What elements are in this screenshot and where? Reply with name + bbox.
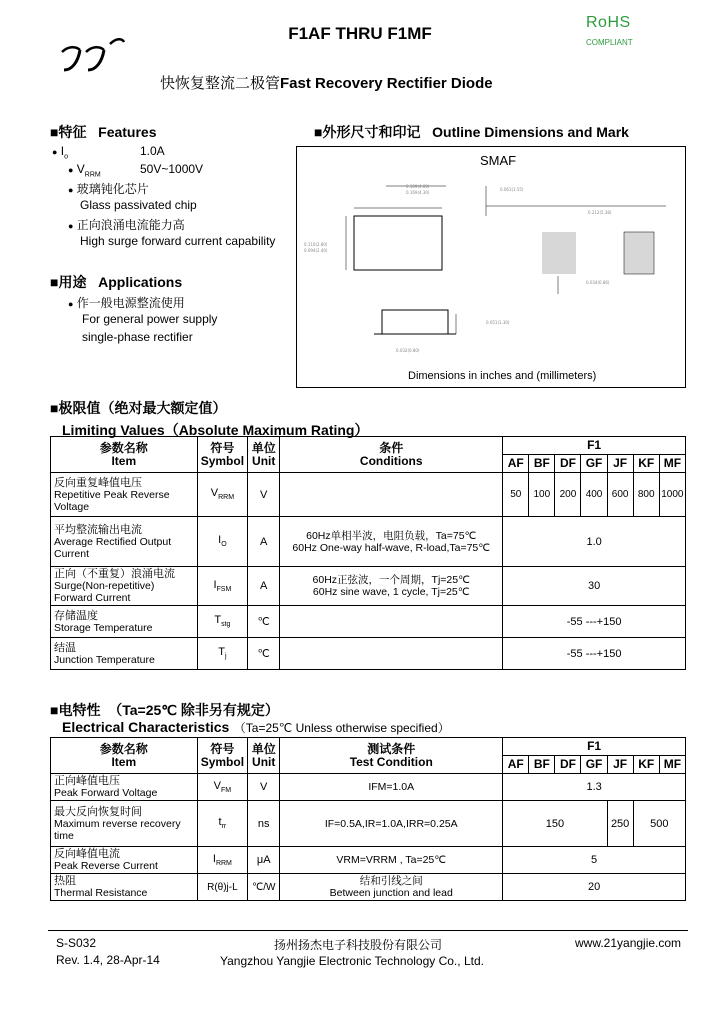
table-row — [51, 774, 686, 801]
rth-value: 20 — [503, 874, 686, 901]
rohs-compliant: COMPLIANT — [586, 38, 633, 47]
ifsm-conditions: 60Hz正弦波，一个周期，Tj=25℃ 60Hz sine wave, 1 cycle, Tj=25℃ — [280, 567, 503, 606]
col-kf: KF — [633, 756, 659, 774]
document-code: S-S032 — [56, 936, 97, 950]
tstg-symbol: $T_{stg}$ — [197, 606, 248, 638]
tstg-unit: ℃ — [248, 606, 280, 638]
feature-vrrm-value: 50V~1000V — [140, 162, 204, 176]
svg-text:0.212(5.38): 0.212(5.38) — [588, 210, 612, 215]
rth-item: 热阻 Thermal Resistance — [51, 874, 198, 901]
electrical-heading-en: Electrical Characteristics （Ta=25℃ Unless otherwise specified） — [62, 719, 450, 735]
limiting-heading-cn: ■极限值（绝对最大额定值） — [50, 400, 227, 416]
io-unit: A — [248, 517, 280, 567]
feature-surge-cn: ● 正向浪涌电流能力高 — [68, 218, 185, 232]
document-title: F1AF THRU F1MF — [288, 24, 432, 43]
limiting-values-table — [50, 436, 686, 670]
feature-glass-cn: ● 玻璃钝化芯片 — [68, 182, 149, 196]
io-item: 平均整流输出电流 Average Rectified Output Current — [51, 517, 198, 567]
col-mf: MF — [659, 455, 685, 473]
svg-text:0.032(0.80): 0.032(0.80) — [396, 348, 420, 353]
footer-divider — [48, 930, 688, 931]
vrrm-af: 50 — [503, 473, 529, 517]
tstg-item: 存储温度 Storage Temperature — [51, 606, 198, 638]
vrrm-item: 反向重复峰值电压 Repetitive Peak Reverse Voltage — [51, 473, 198, 517]
tj-item: 结温 Junction Temperature — [51, 638, 198, 670]
trr-jf: 250 — [607, 801, 633, 847]
package-name: SMAF — [480, 153, 517, 168]
table-row — [51, 874, 686, 901]
application-en-2: single-phase rectifier — [82, 330, 193, 344]
trr-kf-mf: 500 — [633, 801, 685, 847]
tstg-conditions — [280, 606, 503, 638]
table-row — [51, 801, 686, 847]
col-gf: GF — [581, 756, 607, 774]
col-unit: 单位 Unit — [248, 738, 280, 774]
vfm-value: 1.3 — [503, 774, 686, 801]
package-outline-drawing — [296, 146, 686, 388]
vrrm-unit: V — [248, 473, 280, 517]
rohs-mark: RoHS — [586, 14, 631, 31]
vfm-symbol: $V_{FM}$ — [197, 774, 248, 801]
col-group-f1: F1 — [503, 738, 686, 756]
feature-glass-en: Glass passivated chip — [80, 198, 197, 212]
ifsm-item: 正向（不重复）浪涌电流 Surge(Non-repetitive) Forward Current — [51, 567, 198, 606]
company-name-cn: 扬州扬杰电子科技股份有限公司 — [274, 938, 443, 952]
ifsm-value: 30 — [503, 567, 686, 606]
table-row — [51, 638, 686, 670]
company-website[interactable]: www.21yangjie.com — [575, 936, 682, 950]
table-row — [51, 606, 686, 638]
table-row — [51, 847, 686, 874]
revision-info: Rev. 1.4, 28-Apr-14 — [56, 953, 160, 967]
vrrm-bf: 100 — [529, 473, 555, 517]
vrrm-jf: 600 — [607, 473, 633, 517]
col-test-condition: 测试条件 Test Condition — [280, 738, 503, 774]
rth-unit: ℃/W — [248, 874, 280, 901]
document-subtitle: 快恢复整流二极管Fast Recovery Rectifier Diode — [160, 75, 493, 92]
trr-symbol: $t_{rr}$ — [197, 801, 248, 847]
table-row — [51, 473, 686, 517]
col-gf: GF — [581, 455, 607, 473]
svg-text:0.189(4.80): 0.189(4.80) — [406, 184, 430, 189]
svg-text:0.169(4.30): 0.169(4.30) — [406, 190, 430, 195]
application-cn: ● 作一般电源整流使用 — [68, 296, 185, 310]
irrm-symbol: $I_{RRM}$ — [197, 847, 248, 874]
col-kf: KF — [633, 455, 659, 473]
col-df: DF — [555, 455, 581, 473]
svg-text:0.094(2.40): 0.094(2.40) — [304, 248, 328, 253]
vrrm-df: 200 — [555, 473, 581, 517]
trr-af-gf: 150 — [503, 801, 607, 847]
col-item: 参数名称 Item — [51, 738, 198, 774]
features-heading: ■特征 Features — [50, 124, 157, 140]
col-conditions: 条件 Conditions — [280, 437, 503, 473]
vrrm-gf: 400 — [581, 473, 607, 517]
col-af: AF — [503, 756, 529, 774]
tj-symbol: $T_j$ — [197, 638, 248, 670]
io-symbol: $I_O$ — [197, 517, 248, 567]
vrrm-kf: 800 — [633, 473, 659, 517]
col-jf: JF — [607, 756, 633, 774]
feature-surge-en: High surge forward current capability — [80, 234, 276, 248]
electrical-heading-cn: ■电特性 （Ta=25℃ 除非另有规定） — [50, 702, 279, 718]
company-name-en: Yangzhou Yangjie Electronic Technology Co., Ltd. — [220, 954, 484, 968]
trr-unit: ns — [248, 801, 280, 847]
col-symbol: 符号 Symbol — [197, 738, 248, 774]
vrrm-mf: 1000 — [659, 473, 685, 517]
feature-io-value: 1.0A — [140, 144, 165, 158]
vfm-item: 正向峰值电压 Peak Forward Voltage — [51, 774, 198, 801]
vrrm-conditions — [280, 473, 503, 517]
col-af: AF — [503, 455, 529, 473]
outline-caption: Dimensions in inches and (millimeters) — [408, 370, 597, 382]
svg-text:0.051(1.30): 0.051(1.30) — [486, 320, 510, 325]
vfm-unit: V — [248, 774, 280, 801]
svg-text:0.110(2.80): 0.110(2.80) — [304, 242, 328, 247]
col-bf: BF — [529, 756, 555, 774]
feature-io: ● $I_o$ — [52, 144, 69, 161]
table-row — [51, 567, 686, 606]
col-jf: JF — [607, 455, 633, 473]
col-symbol: 符号 Symbol — [197, 437, 248, 473]
irrm-value: 5 — [503, 847, 686, 874]
io-value: 1.0 — [503, 517, 686, 567]
applications-heading: ■用途 Applications — [50, 274, 183, 290]
io-conditions: 60Hz单相半波，电阻负载，Ta=75℃ 60Hz One-way half-wave, R-load,Ta=75℃ — [280, 517, 503, 567]
ifsm-unit: A — [248, 567, 280, 606]
vrrm-symbol: $V_{RRM}$ — [197, 473, 248, 517]
limiting-heading-en: Limiting Values（Absolute Maximum Rating） — [62, 422, 369, 438]
tj-value: -55 ---+150 — [503, 638, 686, 670]
rth-symbol: R(θ)j-L — [197, 874, 248, 901]
col-group-f1: F1 — [503, 437, 686, 455]
rth-condition: 结和引线之间 Between junction and lead — [280, 874, 503, 901]
ifsm-symbol: $I_{FSM}$ — [197, 567, 248, 606]
col-df: DF — [555, 756, 581, 774]
outline-heading: ■外形尺寸和印记 Outline Dimensions and Mark — [314, 124, 629, 140]
electrical-characteristics-table — [50, 737, 686, 901]
col-item: 参数名称 Item — [51, 437, 198, 473]
tj-conditions — [280, 638, 503, 670]
svg-text:0.034(0.86): 0.034(0.86) — [586, 280, 610, 285]
irrm-condition: VRM=VRRM , Ta=25℃ — [280, 847, 503, 874]
col-bf: BF — [529, 455, 555, 473]
tj-unit: ℃ — [248, 638, 280, 670]
vfm-condition: IFM=1.0A — [280, 774, 503, 801]
table-row — [51, 517, 686, 567]
irrm-item: 反向峰值电流 Peak Reverse Current — [51, 847, 198, 874]
trr-condition: IF=0.5A,IR=1.0A,IRR=0.25A — [280, 801, 503, 847]
feature-vrrm: ● $V_{RRM}$ — [68, 162, 101, 179]
application-en-1: For general power supply — [82, 312, 218, 326]
tstg-value: -55 ---+150 — [503, 606, 686, 638]
svg-text:0.061(1.55): 0.061(1.55) — [500, 187, 524, 192]
col-mf: MF — [659, 756, 685, 774]
irrm-unit: μA — [248, 847, 280, 874]
trr-item: 最大反向恢复时间 Maximum reverse recovery time — [51, 801, 198, 847]
col-unit: 单位 Unit — [248, 437, 280, 473]
